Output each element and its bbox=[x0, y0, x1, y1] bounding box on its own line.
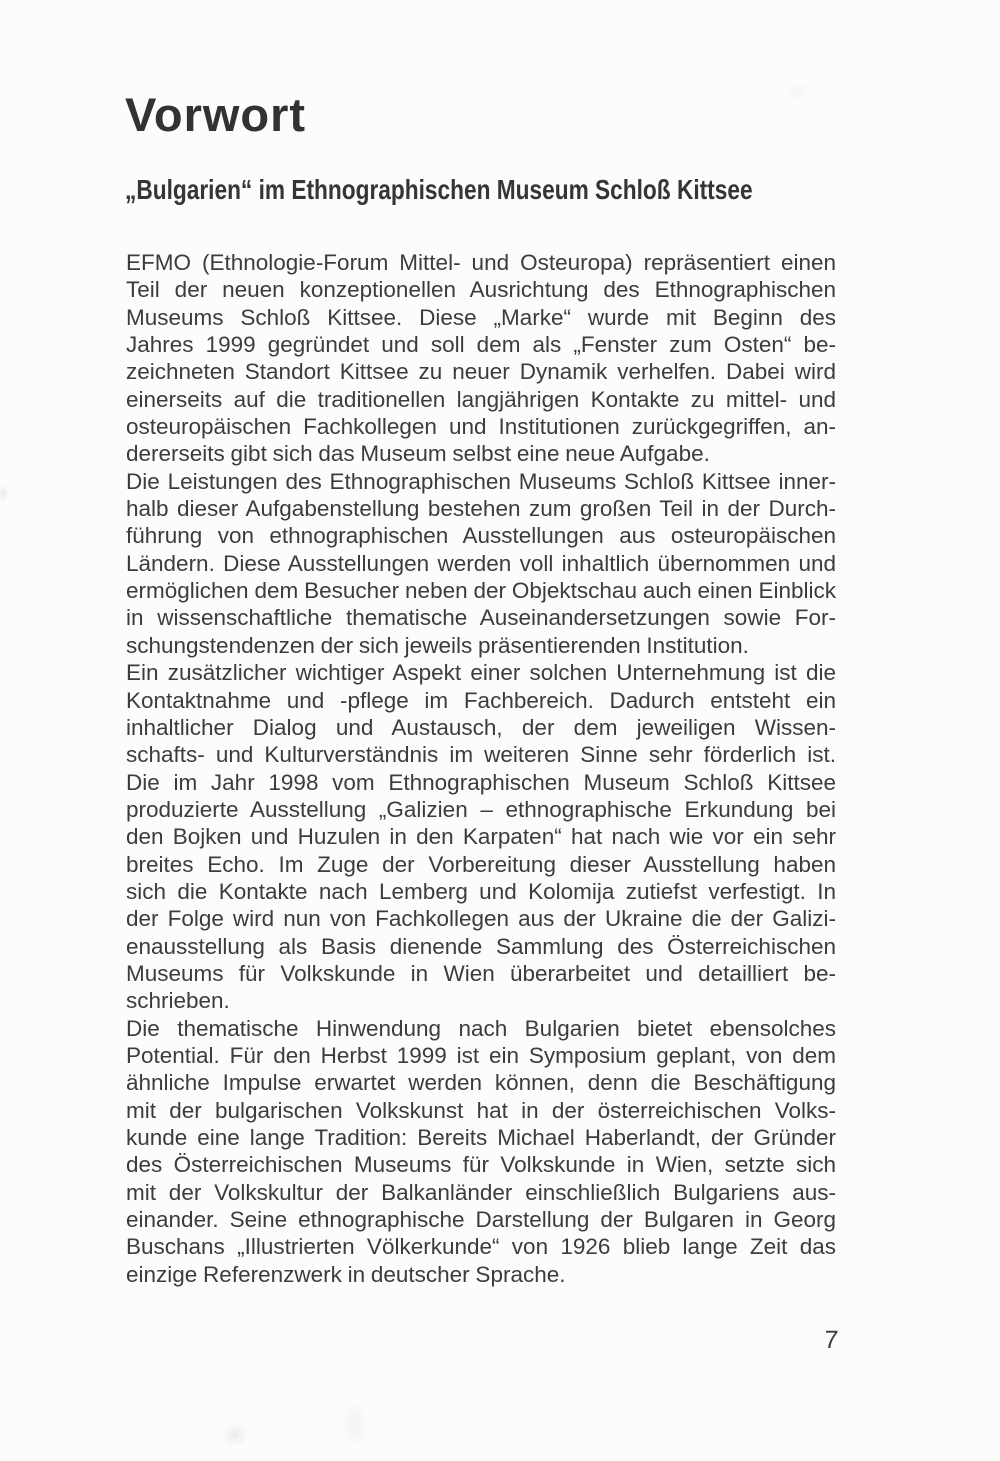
text-line: sich die Kontakte nach Lemberg und Kolomija zutiefst verfestigt. In bbox=[126, 878, 836, 904]
text-line: einzige Referenzwerk in deutscher Sprache. bbox=[126, 1261, 566, 1287]
text-line: schafts- und Kulturverständnis im weiteren Sinne sehr förderlich ist. bbox=[126, 742, 836, 768]
text-line: schungstendenzen der sich jeweils präsentierenden Institution. bbox=[126, 632, 749, 658]
page-subtitle: „Bulgarien“ im Ethnographischen Museum Schloß Kittsee bbox=[125, 174, 753, 205]
paragraph bbox=[126, 468, 836, 659]
text-line: ähnliche Impulse erwartet werden können, denn die Beschäftigung bbox=[126, 1070, 836, 1096]
text-line: breites Echo. Im Zuge der Vorbereitung dieser Ausstellung haben bbox=[126, 851, 836, 877]
text-line: kunde eine lange Tradition: Bereits Michael Haberlandt, der Gründer bbox=[126, 1125, 836, 1150]
text-line: dererseits gibt sich das Museum selbst eine neue Aufgabe. bbox=[126, 441, 710, 467]
page-title: Vorwort bbox=[125, 88, 307, 141]
text-line: mit der Volkskultur der Balkanländer einschließlich Bulgariens aus- bbox=[126, 1179, 836, 1205]
text-line: halb dieser Aufgabenstellung bestehen zum großen Teil in der Durch- bbox=[126, 496, 836, 522]
text-line: Museums für Volkskunde in Wien überarbeitet und detailliert be- bbox=[126, 960, 836, 986]
text-line: Ländern. Diese Ausstellungen werden voll inhaltlich übernommen und bbox=[126, 550, 836, 576]
text-line: inhaltlicher Dialog und Austausch, der dem jeweiligen Wissen- bbox=[126, 714, 836, 740]
text-line: Potential. Für den Herbst 1999 ist ein Symposium geplant, von dem bbox=[126, 1042, 836, 1068]
paragraph bbox=[126, 659, 836, 1014]
text-line: schrieben. bbox=[126, 988, 230, 1014]
text-line: der Folge wird nun von Fachkollegen aus der Ukraine die der Galizi- bbox=[126, 906, 836, 932]
text-line: Buschans „Illustrierten Völkerkunde“ von 1926 blieb lange Zeit das bbox=[126, 1234, 836, 1260]
text-line: einander. Seine ethnographische Darstellung der Bulgaren in Georg bbox=[126, 1207, 836, 1233]
text-line: produzierte Ausstellung „Galizien – ethnographische Erkundung bei bbox=[126, 796, 836, 822]
text-line: einerseits auf die traditionellen langjährigen Kontakte zu mittel- und bbox=[126, 386, 836, 412]
scan-smudge bbox=[778, 78, 818, 106]
text-line: Die Leistungen des Ethnographischen Museums Schloß Kittsee inner- bbox=[126, 468, 836, 494]
text-line: Ein zusätzlicher wichtiger Aspekt einer solchen Unternehmung ist die bbox=[126, 660, 836, 686]
text-line: Kontaktnahme und -pflege im Fachbereich. Dadurch entsteht ein bbox=[126, 687, 836, 713]
text-line: in wissenschaftliche thematische Auseinandersetzungen sowie For- bbox=[126, 605, 836, 631]
text-line: Teil der neuen konzeptionellen Ausrichtung des Ethnographischen bbox=[126, 277, 836, 303]
text-line: mit der bulgarischen Volkskunst hat in der österreichischen Volks- bbox=[126, 1097, 836, 1123]
text-line: Die thematische Hinwendung nach Bulgarien bietet ebensolches bbox=[126, 1015, 836, 1041]
paragraph bbox=[126, 249, 836, 468]
scan-smudge bbox=[0, 480, 11, 506]
paragraph bbox=[126, 1015, 836, 1288]
text-line: den Bojken und Huzulen in den Karpaten“ hat nach wie vor ein sehr bbox=[126, 824, 836, 850]
scan-smudge bbox=[215, 1418, 255, 1452]
text-line: des Österreichischen Museums für Volkskunde in Wien, setzte sich bbox=[126, 1152, 836, 1178]
body-text bbox=[126, 249, 836, 1288]
text-line: Museums Schloß Kittsee. Diese „Marke“ wurde mit Beginn des bbox=[126, 304, 836, 330]
text-line: EFMO (Ethnologie-Forum Mittel- und Osteuropa) repräsentiert einen bbox=[126, 250, 836, 275]
text-line: osteuropäischen Fachkollegen und Institutionen zurückgegriffen, an- bbox=[126, 414, 836, 440]
text-line: enausstellung als Basis dienende Sammlung des Österreichischen bbox=[126, 933, 836, 959]
text-line: Die im Jahr 1998 vom Ethnographischen Museum Schloß Kittsee bbox=[126, 769, 836, 795]
text-line: zeichneten Standort Kittsee zu neuer Dynamik verhelfen. Dabei wird bbox=[126, 359, 836, 385]
text-line: Jahres 1999 gegründet und soll dem als „Fenster zum Osten“ be- bbox=[126, 332, 836, 358]
text-line: führung von ethnographischen Ausstellungen aus osteuropäischen bbox=[126, 523, 836, 549]
scan-smudge bbox=[335, 1390, 375, 1460]
text-line: ermöglichen dem Besucher neben der Objektschau auch einen Einblick bbox=[126, 578, 836, 604]
page-number: 7 bbox=[823, 1326, 840, 1354]
